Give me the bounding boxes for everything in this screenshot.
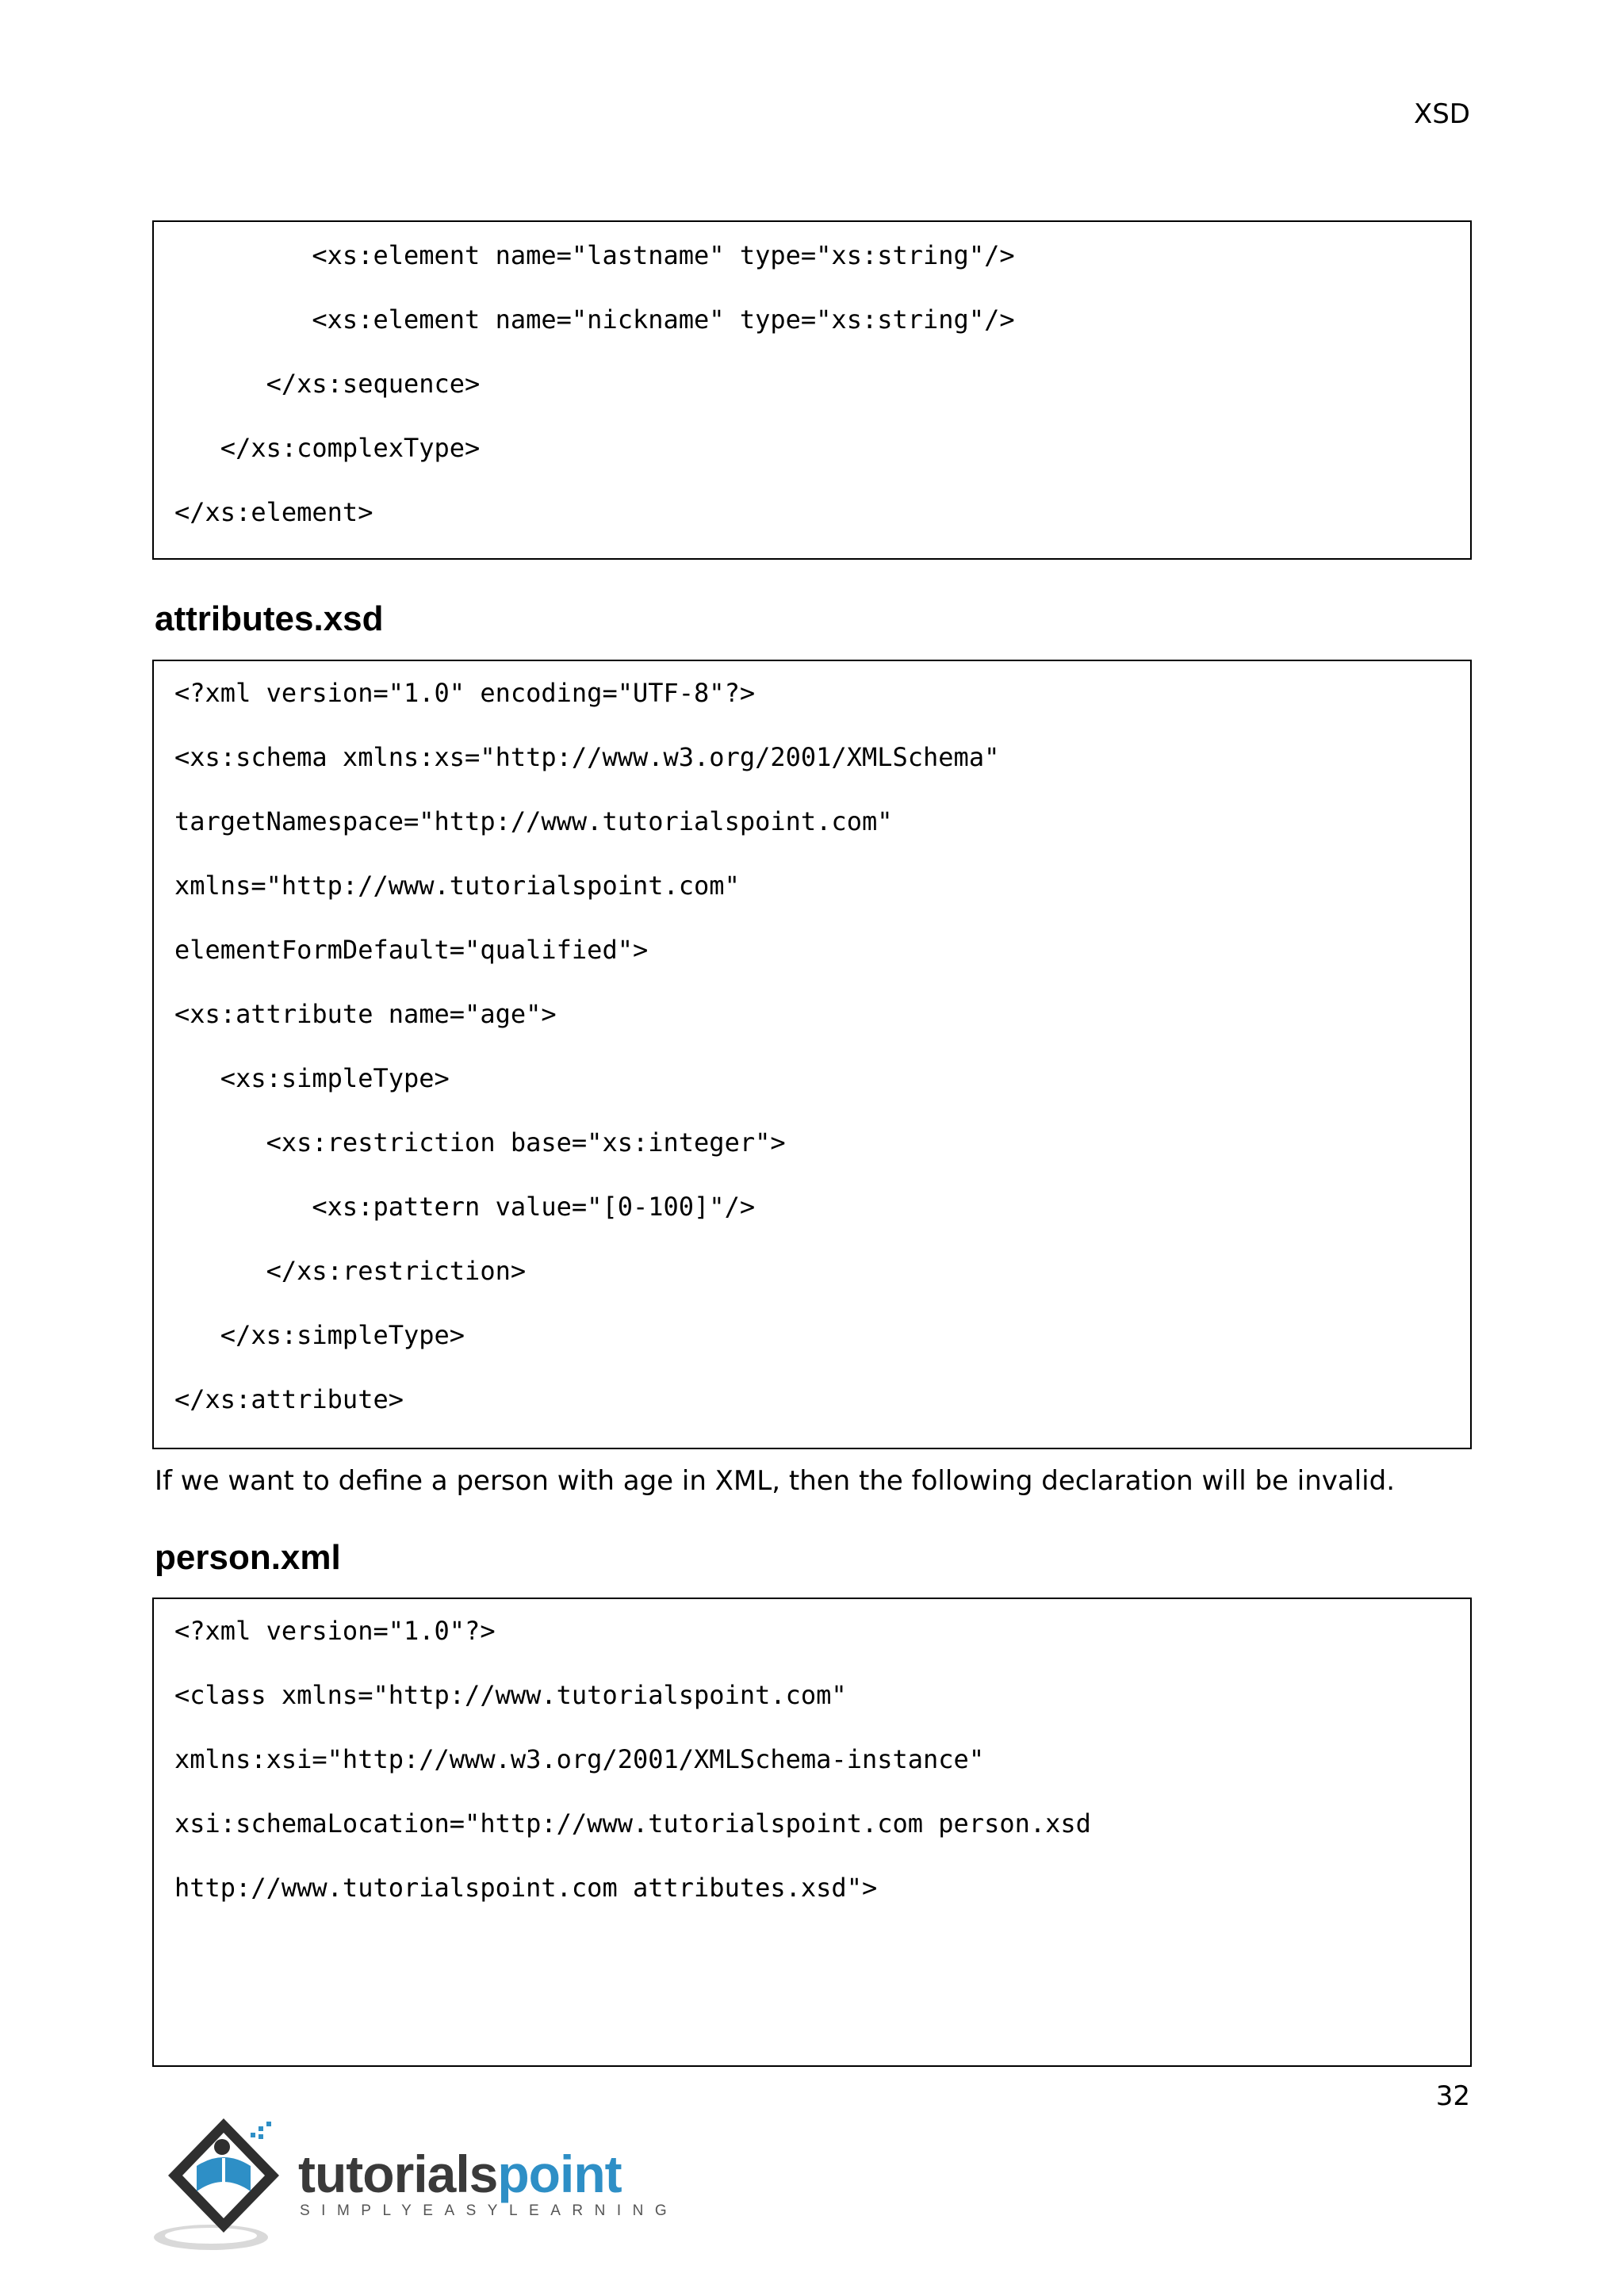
code-block-attributes-xsd	[152, 660, 1472, 1449]
code-line: xmlns="http://www.tutorialspoint.com"	[174, 871, 740, 901]
logo-emblem-icon	[152, 2109, 311, 2260]
code-line: <xs:pattern value="[0-100]"/>	[174, 1192, 756, 1222]
section-heading-person-xml: person.xml	[155, 1538, 341, 1577]
code-block-continued	[152, 220, 1472, 560]
code-line: xmlns:xsi="http://www.w3.org/2001/XMLSchema-instance"	[174, 1744, 985, 1774]
code-line: </xs:complexType>	[174, 433, 481, 463]
code-line: <xs:element name="lastname" type="xs:string"/>	[174, 240, 1015, 270]
page-header-title: XSD	[1413, 98, 1470, 130]
code-block-person-xml	[152, 1598, 1472, 2067]
logo-tagline: SIMPLYEASYLEARNING	[300, 2202, 679, 2219]
logo-word-point: point	[497, 2145, 622, 2203]
code-line: <class xmlns="http://www.tutorialspoint.com"	[174, 1680, 847, 1710]
code-line: </xs:restriction>	[174, 1256, 527, 1286]
code-line: </xs:sequence>	[174, 369, 481, 399]
section-heading-attributes-xsd: attributes.xsd	[155, 599, 384, 638]
code-line: targetNamespace="http://www.tutorialspoint.com"	[174, 806, 893, 836]
code-line: <xs:attribute name="age">	[174, 999, 557, 1029]
code-line: http://www.tutorialspoint.com attributes.xsd">	[174, 1873, 878, 1903]
code-line: <xs:simpleType>	[174, 1063, 450, 1093]
code-line: <xs:restriction base="xs:integer">	[174, 1127, 786, 1158]
code-line: </xs:element>	[174, 497, 373, 527]
code-line: <xs:schema xmlns:xs="http://www.w3.org/2001/XMLSchema"	[174, 742, 1000, 772]
logo-word-tutorials: tutorials	[298, 2145, 498, 2203]
logo-wordmark	[298, 2144, 622, 2204]
code-line: <?xml version="1.0" encoding="UTF-8"?>	[174, 678, 756, 708]
code-line: <xs:element name="nickname" type="xs:string"/>	[174, 304, 1015, 335]
tutorialspoint-logo	[152, 2109, 679, 2260]
body-paragraph: If we want to define a person with age in XML, then the following declaration will be invalid.	[155, 1465, 1395, 1497]
code-line: <?xml version="1.0"?>	[174, 1616, 496, 1646]
code-line: xsi:schemaLocation="http://www.tutorialspoint.com person.xsd	[174, 1808, 1091, 1839]
code-line: elementFormDefault="qualified">	[174, 935, 649, 965]
code-line: </xs:simpleType>	[174, 1320, 465, 1350]
code-line: </xs:attribute>	[174, 1384, 404, 1414]
page-number: 32	[1435, 2080, 1470, 2112]
